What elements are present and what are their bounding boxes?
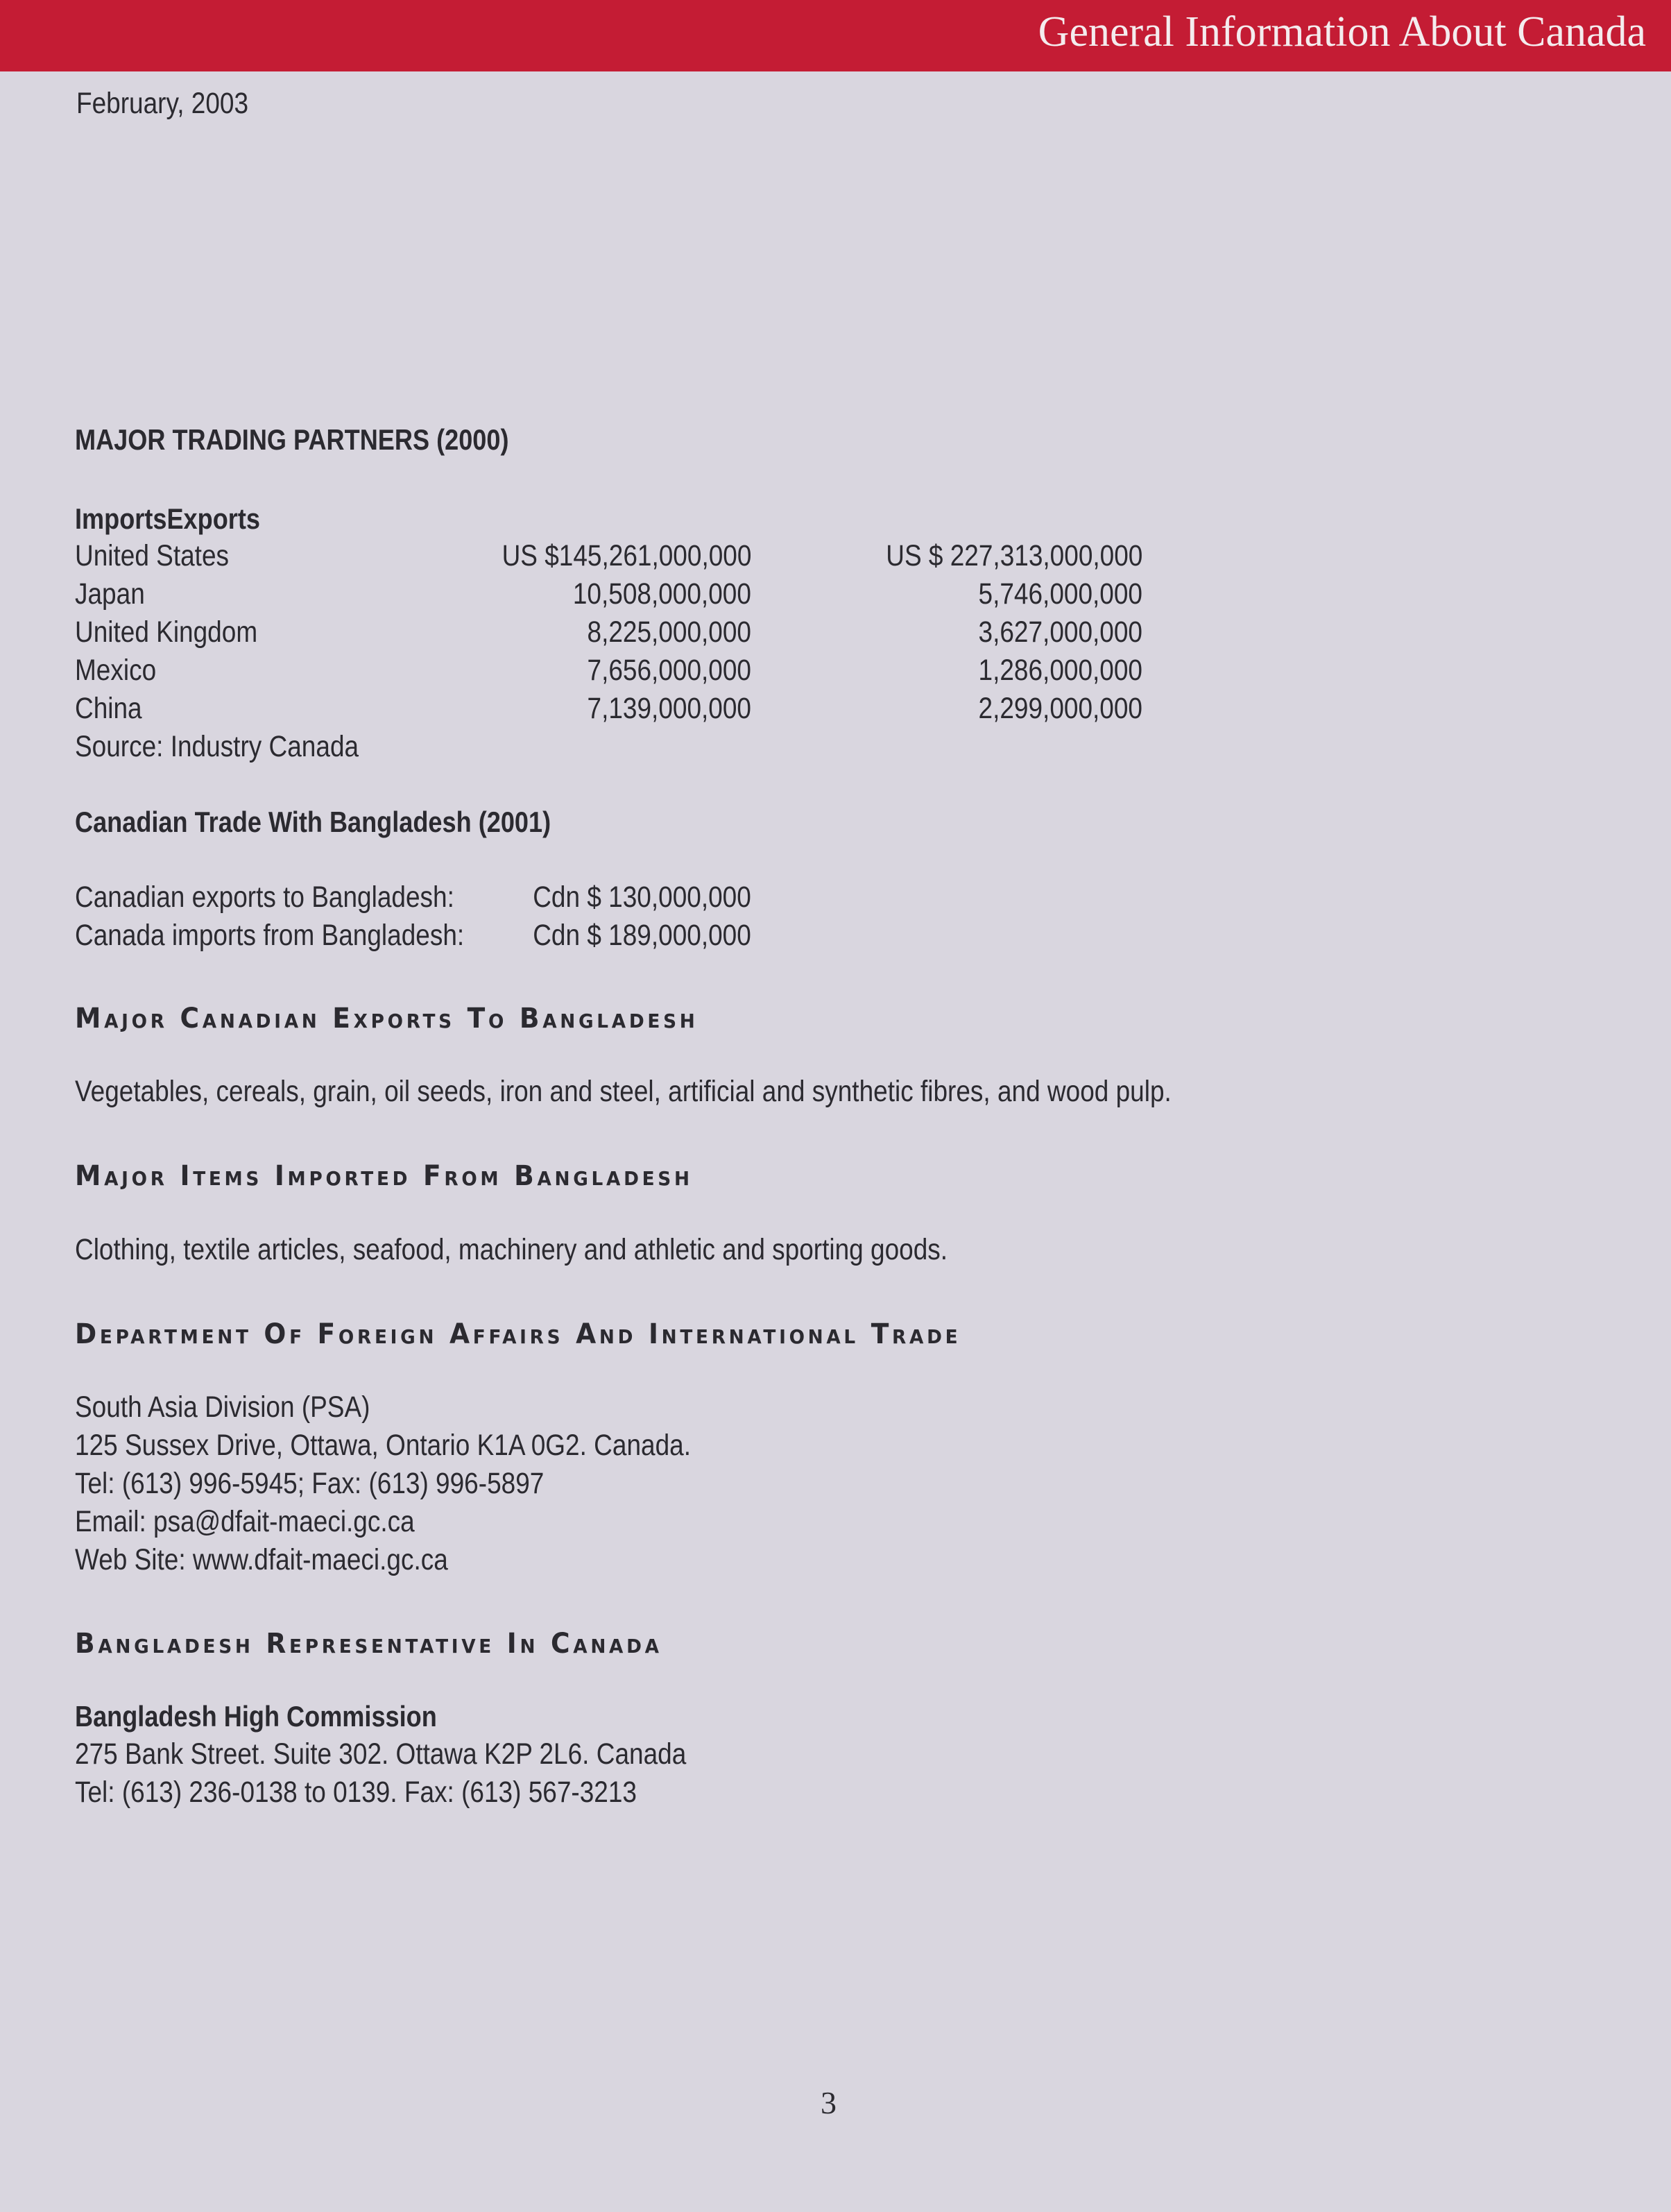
- imports-section-text: Clothing, textile articles, seafood, machinery and athletic and sporting goods.: [75, 1233, 948, 1266]
- table-row-imports: 8,225,000,000: [587, 615, 751, 649]
- dfait-address-line: South Asia Division (PSA): [75, 1390, 370, 1424]
- trading-partners-heading: MAJOR TRADING PARTNERS (2000): [75, 423, 509, 456]
- exports-section-heading: Major Canadian Exports To Bangladesh: [75, 1003, 699, 1035]
- table-row-exports: 5,746,000,000: [978, 577, 1142, 611]
- header-title: General Information About Canada: [1038, 8, 1646, 56]
- table-row-country: United States: [75, 539, 230, 572]
- table-row-country: United Kingdom: [75, 615, 258, 649]
- trade-row-value: Cdn $ 189,000,000: [533, 919, 751, 952]
- table-row-country: Mexico: [75, 654, 157, 687]
- trade-row-label: Canadian exports to Bangladesh:: [75, 880, 454, 914]
- trade-row-label: Canada imports from Bangladesh:: [75, 919, 465, 952]
- document-date: February, 2003: [76, 87, 249, 120]
- representative-org-name: Bangladesh High Commission: [75, 1700, 437, 1733]
- table-row-exports: US $ 227,313,000,000: [885, 539, 1142, 572]
- dfait-email-line: Email: psa@dfait-maeci.gc.ca: [75, 1505, 415, 1538]
- representative-address-line: 275 Bank Street. Suite 302. Ottawa K2P 2L6. Canada: [75, 1737, 687, 1771]
- exports-section-text: Vegetables, cereals, grain, oil seeds, iron and steel, artificial and synthetic fibres, and wood pulp.: [75, 1075, 1172, 1108]
- bangladesh-trade-heading: Canadian Trade With Bangladesh (2001): [75, 806, 551, 838]
- trade-row-value: Cdn $ 130,000,000: [533, 880, 751, 914]
- representative-section-heading: Bangladesh Representative In Canada: [75, 1628, 662, 1660]
- table-row-imports: US $145,261,000,000: [502, 539, 751, 572]
- table-row-exports: 2,299,000,000: [978, 692, 1142, 725]
- dfait-phone-line: Tel: (613) 996-5945; Fax: (613) 996-5897: [75, 1467, 545, 1500]
- page-number: 3: [821, 2085, 837, 2120]
- table-row-country: China: [75, 692, 142, 725]
- dfait-website-line: Web Site: www.dfait-maeci.gc.ca: [75, 1543, 448, 1576]
- table-row-imports: 7,139,000,000: [587, 692, 751, 725]
- source-note: Source: Industry Canada: [75, 730, 359, 763]
- imports-section-heading: Major Items Imported From Bangladesh: [75, 1160, 693, 1192]
- table-row-imports: 10,508,000,000: [572, 577, 751, 611]
- table-row-exports: 1,286,000,000: [978, 654, 1142, 687]
- table-row-imports: 7,656,000,000: [587, 654, 751, 687]
- dfait-address-line: 125 Sussex Drive, Ottawa, Ontario K1A 0G2. Canada.: [75, 1429, 691, 1462]
- table-row-exports: 3,627,000,000: [978, 615, 1142, 649]
- dfait-section-heading: Department Of Foreign Affairs And International Trade: [75, 1318, 961, 1350]
- header-bar: [0, 0, 1671, 71]
- table-row-country: Japan: [75, 577, 145, 611]
- representative-phone-line: Tel: (613) 236-0138 to 0139. Fax: (613) 567-3213: [75, 1776, 637, 1809]
- trading-partners-subheading: ImportsExports: [75, 502, 260, 535]
